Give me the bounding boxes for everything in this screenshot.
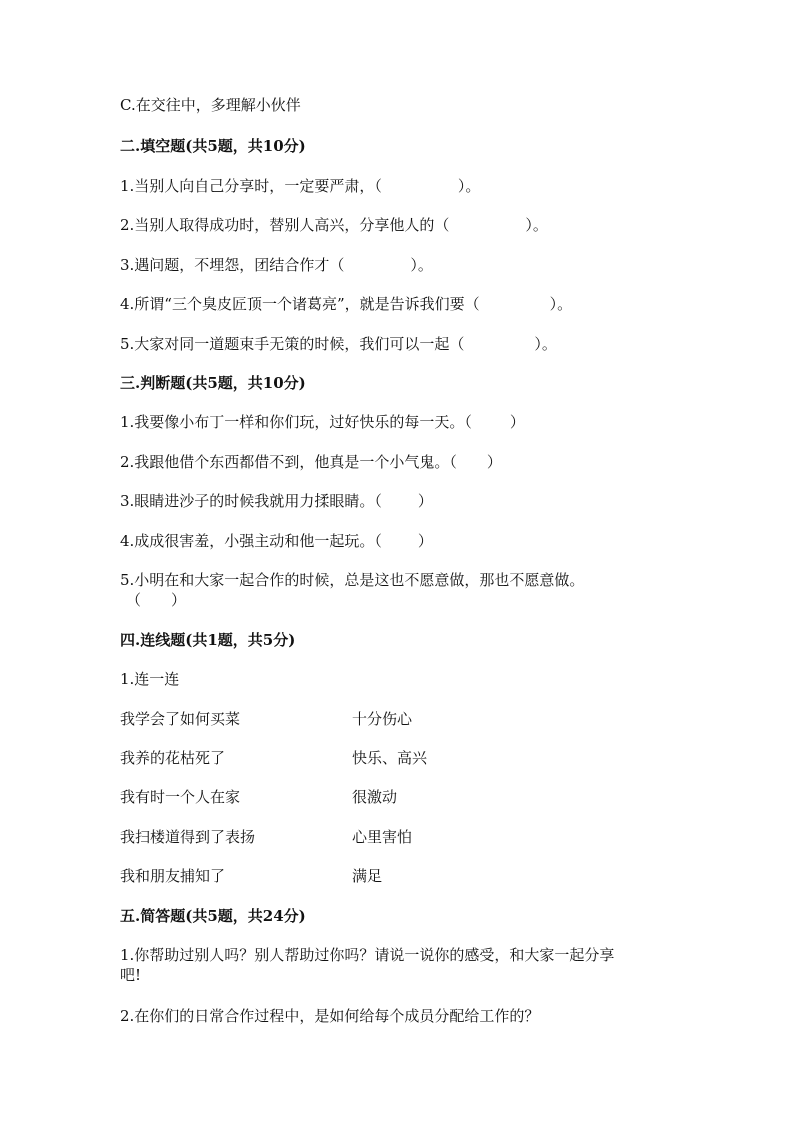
matching-left-item-5: 我和朋友捕知了: [120, 867, 226, 885]
true-false-item-2: [120, 452, 502, 472]
fill-blank-item-5: [120, 334, 557, 354]
item-text: 2.当别人取得成功时，替别人高兴，分享他人的（: [120, 216, 450, 234]
fill-blank-item-3: [120, 255, 433, 275]
matching-right-item-2: 快乐、高兴: [352, 749, 428, 767]
item-text: 4.成成很害羞，小强主动和他一起玩。（: [120, 532, 382, 550]
section-heading-short-answer: 五.简答题(共5题，共24分): [120, 907, 306, 925]
item-text-end: ）: [417, 492, 433, 510]
fill-blank-item-2: [120, 215, 548, 235]
fill-blank-item-1: [120, 176, 480, 196]
section-heading-fill-blank: 二.填空题(共5题，共10分): [120, 137, 306, 155]
true-false-item-4: [120, 531, 433, 551]
item-text-end: ）。: [549, 295, 573, 313]
section-heading-true-false: 三.判断题(共5题，共10分): [120, 374, 306, 392]
matching-right-item-5: 满足: [352, 867, 383, 885]
short-answer-item-1-cont: 吧!: [120, 966, 142, 984]
matching-question: 1.连一连: [120, 670, 180, 688]
item-text-end: ）。: [534, 335, 557, 353]
matching-right-item-1: 十分伤心: [352, 710, 413, 728]
true-false-item-3: [120, 491, 433, 511]
item-text-end: ）: [417, 532, 433, 550]
item-text: 1.当别人向自己分享时，一定要严肃，（: [120, 177, 382, 195]
matching-left-item-3: 我有时一个人在家: [120, 788, 241, 806]
matching-right-item-3: 很激动: [352, 788, 398, 806]
fill-blank-item-4: [120, 294, 572, 314]
item-text-end: ）。: [410, 256, 433, 274]
item-text-end: ）: [171, 591, 187, 609]
prev-option-c: C.在交往中，多理解小伙伴: [120, 96, 301, 114]
true-false-item-1: [120, 412, 525, 432]
item-text-end: ）: [509, 413, 525, 431]
item-text: 3.眼睛进沙子的时候我就用力揉眼睛。（: [120, 492, 382, 510]
item-text: （: [126, 591, 142, 609]
matching-left-item-4: 我扫楼道得到了表扬: [120, 828, 256, 846]
item-text-end: ）。: [457, 177, 481, 195]
short-answer-item-2: 2.在你们的日常合作过程中，是如何给每个成员分配给工作的？: [120, 1007, 540, 1025]
item-text: 5.大家对同一道题束手无策的时候，我们可以一起（: [120, 335, 465, 353]
item-text-end: ）: [486, 453, 502, 471]
item-text: 3.遇问题，不埋怨，团结合作才（: [120, 256, 345, 274]
matching-left-item-1: 我学会了如何买菜: [120, 710, 241, 728]
section-heading-matching: 四.连线题(共1题，共5分): [120, 631, 296, 649]
short-answer-item-1: 1.你帮助过别人吗？别人帮助过你吗？请说一说你的感受，和大家一起分享: [120, 946, 615, 964]
true-false-item-5: 5.小明在和大家一起合作的时候，总是这也不愿意做，那也不愿意做。: [120, 571, 585, 589]
true-false-item-5-blank-line: [126, 590, 186, 610]
matching-right-item-4: 心里害怕: [352, 828, 413, 846]
matching-left-item-2: 我养的花枯死了: [120, 749, 226, 767]
item-text: 2.我跟他借个东西都借不到，他真是一个小气鬼。（: [120, 453, 457, 471]
item-text: 1.我要像小布丁一样和你们玩，过好快乐的每一天。（: [120, 413, 472, 431]
item-text-end: ）。: [525, 216, 548, 234]
item-text: 4.所谓“三个臭皮匠顶一个诸葛亮”，就是告诉我们要（: [120, 295, 480, 313]
